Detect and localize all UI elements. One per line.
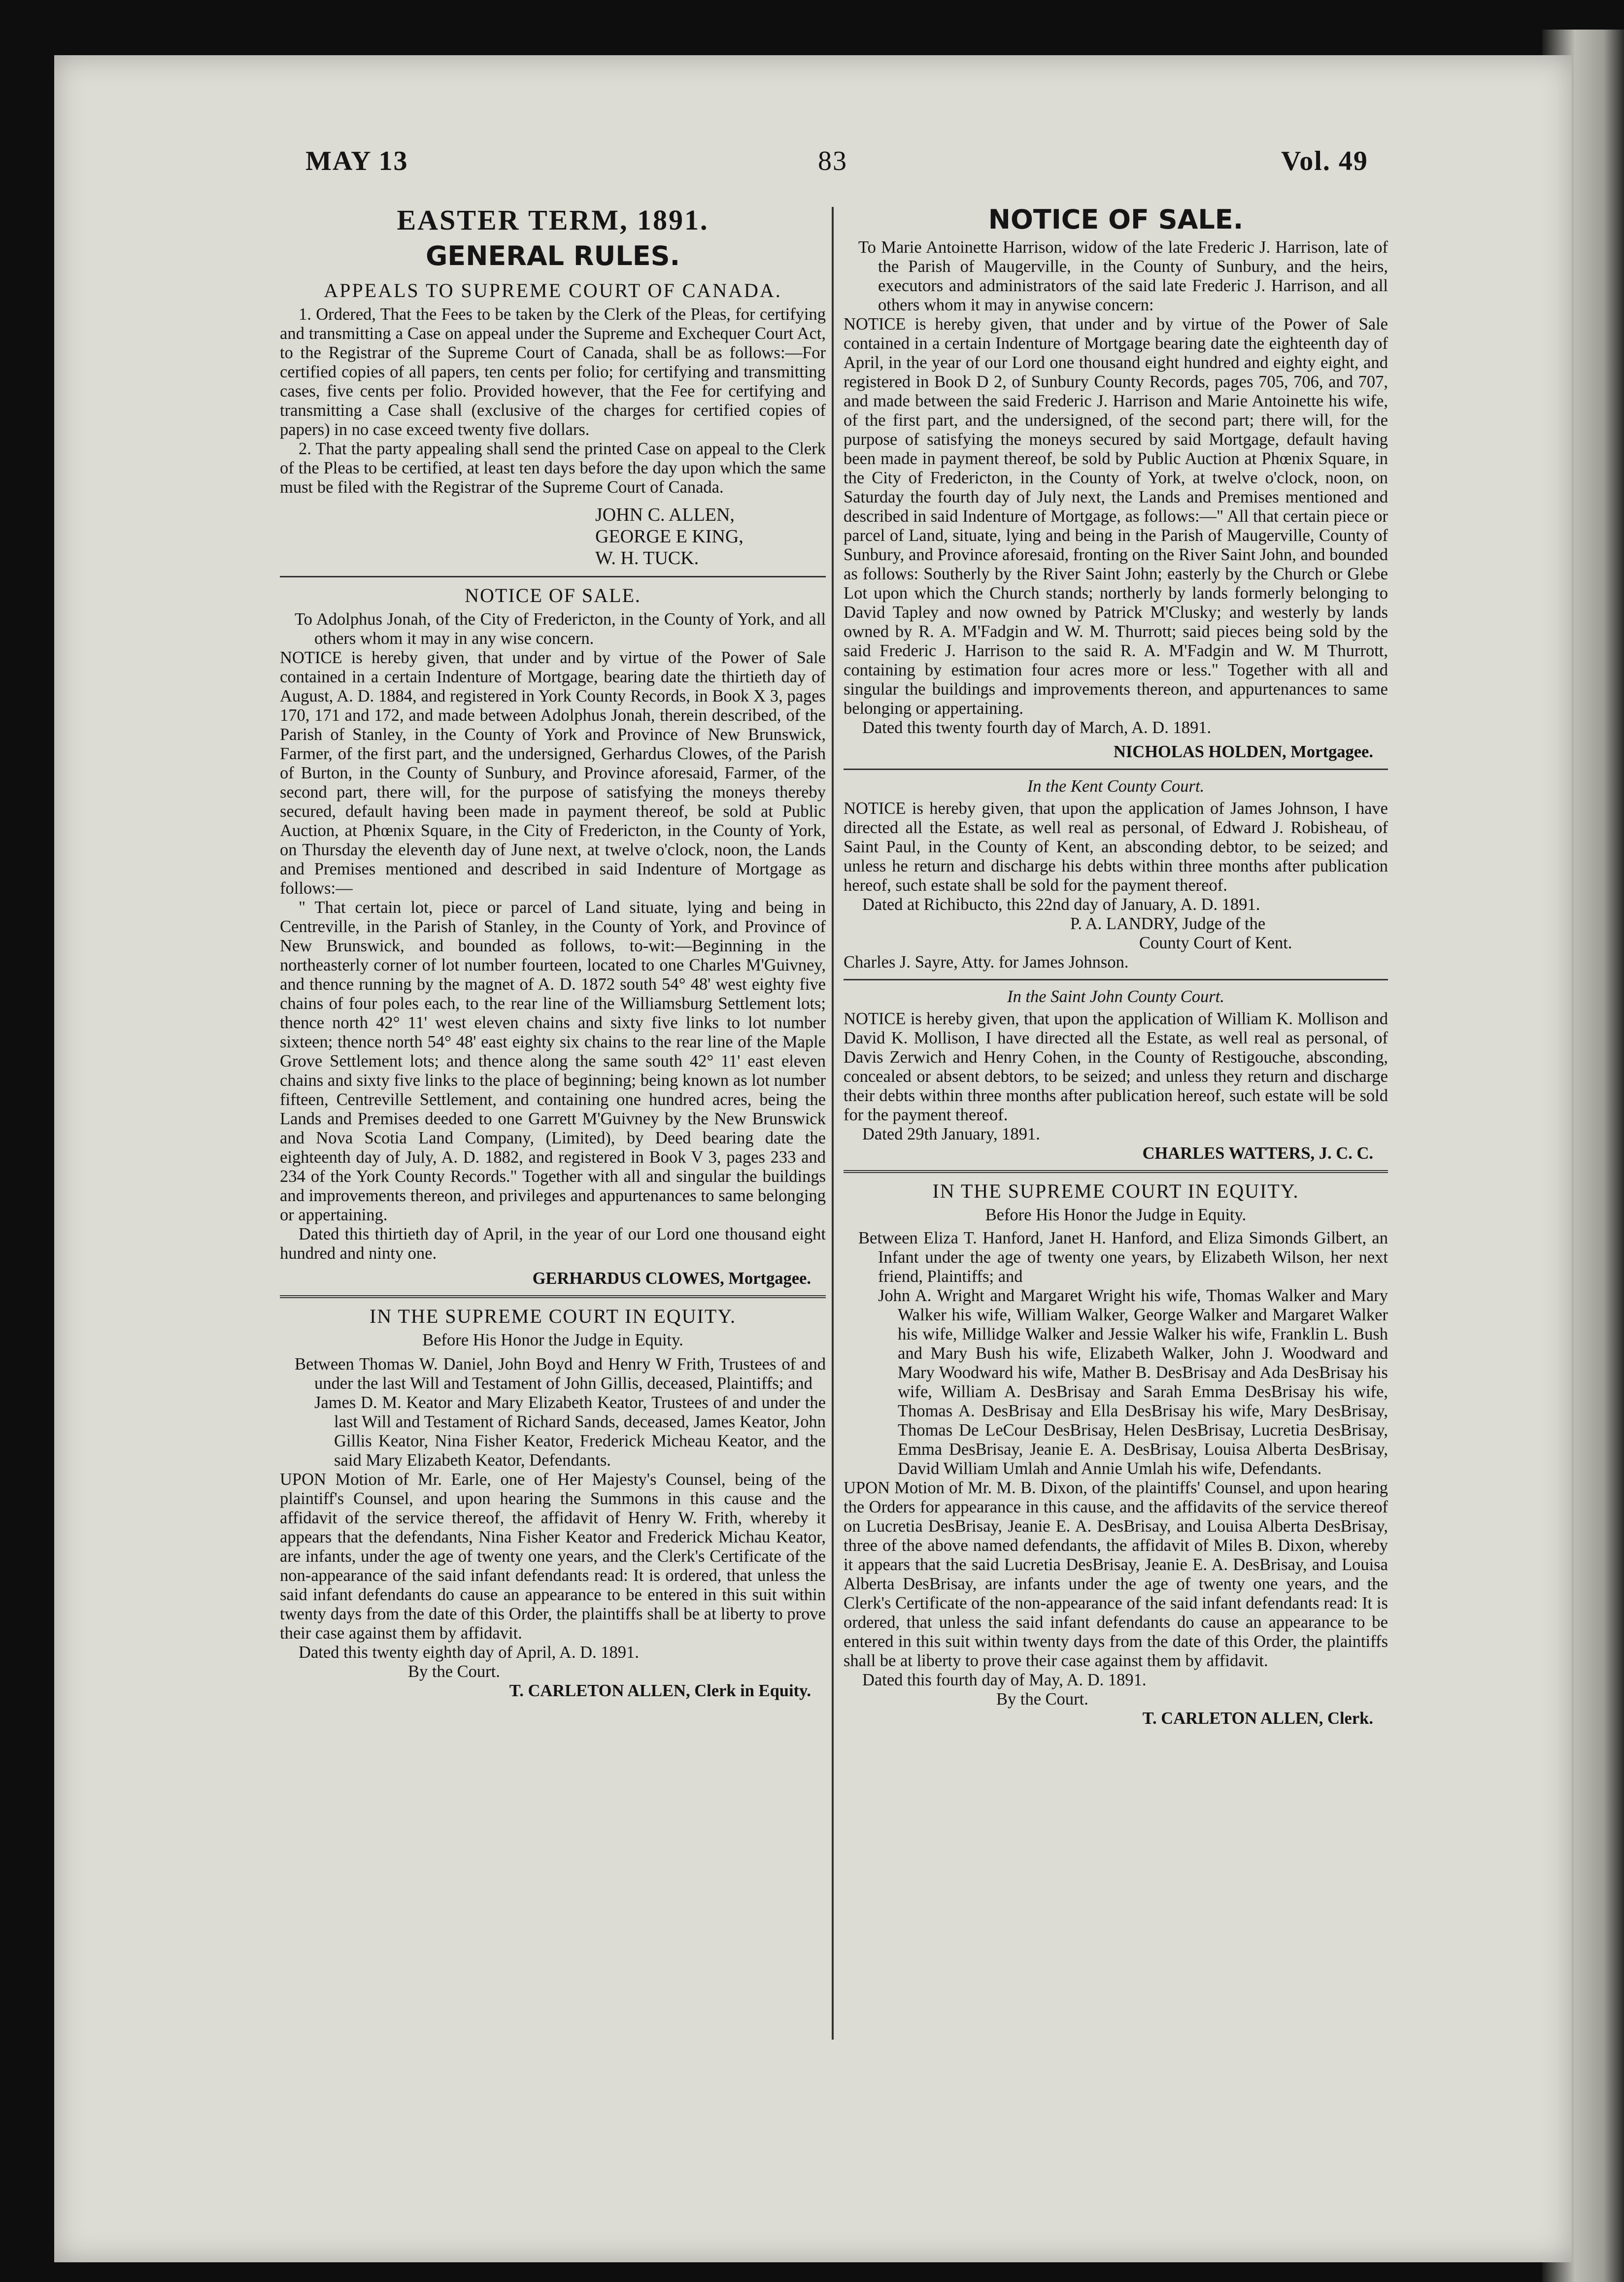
equity-signature: T. CARLETON ALLEN, Clerk in Equity.: [509, 1681, 811, 1700]
rule-1: 1. Ordered, That the Fees to be taken by the Clerk of the Pleas, for certifying and transmitting a Case on appeal under the Supreme and Exchequer Court Act, to the Registrar of the Supreme Court of Canada, shall be as follows:—For certified copies of all papers, ten cents per folio; for certifying and transmitting cases, five cents per folio. Provided however, that the Fee for certifying and transmitting a Case shall (exclusive of the charges for certified copies of papers) in no case exceed twenty five dollars.: [280, 305, 826, 439]
page-number: 83: [818, 146, 847, 176]
kent-title: In the Kent County Court.: [1027, 777, 1205, 796]
sale2-body: NOTICE is hereby given, that under and by virtue of the Power of Sale contained in a certain Indenture of Mortgage bearing date the eighteenth day of April, in the year of our Lord one thousand eight hundred and eighty eight, and registered in Book D 2, of Sunbury County Records, pages 705, 706, and 707, and made between the said Frederic J. Harrison and Marie Antoinette his wife, of the first part, and the undersigned, of the second part; there will, for the purpose of satisfying the moneys secured by said Mortgage, default having been made in payment thereof, be sold by Public Auction at Phœnix Square, in the City of Fredericton, in the County of York, at twelve o'clock, noon, on Saturday the fourth day of July next, the Lands and Premises mentioned and described in said Indenture of Mortgage, as follows:—" All that certain piece or parcel of Land, situate, lying and being in the Parish of Maugerville, County of Sunbury, and Province aforesaid, fronting on the River Saint John, and bounded as follows: Southerly by the River Saint John; easterly by the Church or Glebe Lot upon which the Church stands; northerly by lands formerly belonging to David Tapley and now owned by Patrick M'Clusky; and westerly by lands owned by R. A. M'Fadgin and W. M. Thurrott; said pieces being sold by the said Frederic J. Harrison to the said R. A. M'Fadgin and W. M Thurrott, containing by estimation four acres more or less." Together with all and singular the buildings and improvements thereon, and appurtenances to same belonging or appertaining.: [844, 315, 1388, 718]
equity-notice-hanford: [844, 1180, 1388, 1728]
equity2-by-court: By the Court.: [996, 1690, 1088, 1709]
equity-before: Before His Honor the Judge in Equity.: [422, 1331, 683, 1349]
general-rules-heading: GENERAL RULES.: [425, 240, 680, 271]
equity2-title: IN THE SUPREME COURT IN EQUITY.: [932, 1180, 1299, 1202]
sale2-dated: Dated this twenty fourth day of March, A. D. 1891.: [862, 718, 1212, 737]
sale-title: NOTICE OF SALE.: [465, 584, 641, 606]
equity2-plaintiffs: Between Eliza T. Hanford, Janet H. Hanford, and Eliza Simonds Gilbert, an Infant under the age of twenty one years, by Elizabeth Wilson, her next friend, Plaintiffs; and: [858, 1229, 1388, 1286]
notice-of-sale-harrison: [844, 204, 1388, 762]
sale-dated: Dated this thirtieth day of April, in the year of our Lord one thousand eight hundred and ninty one.: [280, 1225, 826, 1263]
sale2-signature: NICHOLAS HOLDEN, Mortgagee.: [1113, 742, 1373, 761]
sale2-addressee: To Marie Antoinette Harrison, widow of the late Frederic J. Harrison, late of the Parish of Maugerville, in the County of Sunbury, and the heirs, executors and administrators of the said late Frederic J. Harrison, and all others whom it may in anywise concern:: [858, 238, 1388, 314]
signature-king: GEORGE E KING,: [595, 526, 744, 547]
section-divider: [280, 1295, 826, 1298]
volume-number: Vol. 49: [1281, 146, 1368, 176]
notice-of-sale-jonah: [280, 584, 826, 1288]
equity2-defendants: John A. Wright and Margaret Wright his wife, Thomas Walker and Mary Walker his wife, William Walker, George Walker and Margaret Walker his wife, Millidge Walker and Jessie Walker his wife, Franklin L. Bush and Mary Bush his wife, Elizabeth Walker, John J. Woodward and Mary Woodward his wife, Mather B. DesBrisay and Ada DesBrisay his wife, William A. DesBrisay and Sarah Emma DesBrisay his wife, Thomas A. DesBrisay and Ella DesBrisay his wife, Mary DesBrisay, Thomas De LeCour DesBrisay, Helen DesBrisay, Lucretia DesBrisay, Emma DesBrisay, Jeanie E. A. DesBrisay, Louisa Alberta DesBrisay, David William Umlah and Annie Umlah his wife, Defendants.: [878, 1286, 1388, 1478]
sale-addressee: To Adolphus Jonah, of the City of Fredericton, in the County of York, and all others whom it may in any wise concern.: [295, 610, 826, 648]
equity2-signature: T. CARLETON ALLEN, Clerk.: [1142, 1709, 1373, 1728]
equity-notice-keator: [280, 1305, 826, 1701]
equity2-dated: Dated this fourth day of May, A. D. 1891.: [862, 1671, 1147, 1689]
kent-signature-2: County Court of Kent.: [1139, 934, 1292, 952]
signature-allen: JOHN C. ALLEN,: [595, 504, 735, 525]
issue-date: MAY 13: [305, 146, 408, 176]
easter-title: EASTER TERM, 1891.: [397, 204, 709, 236]
left-column: [280, 204, 826, 1701]
sale-body: NOTICE is hereby given, that under and by virtue of the Power of Sale contained in a certain Indenture of Mortgage, bearing date the thirtieth day of August, A. D. 1884, and registered in York County Records, in Book X 3, pages 170, 171 and 172, and made between Adolphus Jonah, therein described, of the Parish of Stanley, in the County of York and Province of New Brunswick, Farmer, of the first part, and the undersigned, Gerhardus Clowes, of the Parish of Burton, in the County of Sunbury, and Province aforesaid, Farmer, of the second part, there will, for the purpose of satisfying the moneys thereby secured, default having been made in payment thereof, be sold at Public Auction, at Phœnix Square, in the City of Fredericton, in the County of York, on Thursday the eleventh day of June next, at twelve o'clock, noon, the Lands and Premises mentioned and described in said Indenture of Mortgage as follows:—: [280, 648, 826, 898]
signature-tuck: W. H. TUCK.: [595, 548, 699, 569]
section-divider: [280, 576, 826, 577]
equity-dated: Dated this twenty eighth day of April, A. D. 1891.: [299, 1643, 639, 1662]
equity-plaintiffs: Between Thomas W. Daniel, John Boyd and Henry W Frith, Trustees of and under the last Will and Testament of John Gillis, deceased, Plaintiffs; and: [295, 1355, 826, 1393]
kent-dated: Dated at Richibucto, this 22nd day of January, A. D. 1891.: [862, 895, 1260, 914]
stjohn-dated: Dated 29th January, 1891.: [862, 1125, 1040, 1143]
stjohn-title: In the Saint John County Court.: [1007, 987, 1224, 1006]
appeals-heading: APPEALS TO SUPREME COURT OF CANADA.: [324, 279, 782, 302]
kent-body: NOTICE is hereby given, that upon the application of James Johnson, I have directed all the Estate, as well real as personal, of Edward J. Robisheau, of Saint Paul, in the County of Kent, an absconding debtor, to be seized; and unless he return and discharge his debts within three months after publication hereof, such estate shall be sold for the payment thereof.: [844, 799, 1388, 895]
kent-signature-1: P. A. LANDRY, Judge of the: [1070, 914, 1266, 933]
easter-term-notice: [280, 204, 826, 569]
equity2-before: Before His Honor the Judge in Equity.: [985, 1206, 1247, 1224]
stjohn-body: NOTICE is hereby given, that upon the application of William K. Mollison and David K. Mollison, I have directed all the Estate, as well real as personal, of Davis Zerwich and Henry Cohen, in the County of Restigouche, absconding, concealed or absent debtors, to be seized; and unless they return and discharge their debts within three months after publication hereof, such estate will be sold for the payment thereof.: [844, 1009, 1388, 1124]
column-divider: [832, 207, 834, 2040]
saint-john-county-notice: [844, 987, 1388, 1163]
rule-2: 2. That the party appealing shall send the printed Case on appeal to the Clerk of the Pleas to be certified, at least ten days before the day upon which the same must be filed with the Registrar of the Supreme Court of Canada.: [280, 439, 826, 497]
right-column: [844, 204, 1388, 1728]
equity-defendants: James D. M. Keator and Mary Elizabeth Keator, Trustees of and under the last Will and Testament of Richard Sands, deceased, James Keator, John Gillis Keator, Nina Fisher Keator, Frederick Micheau Keator, and the said Mary Elizabeth Keator, Defendants.: [314, 1393, 826, 1470]
section-divider: [844, 1170, 1388, 1173]
equity-by-court: By the Court.: [408, 1662, 500, 1681]
sale2-title: NOTICE OF SALE.: [988, 204, 1244, 235]
equity2-body: UPON Motion of Mr. M. B. Dixon, of the plaintiffs' Counsel, and upon hearing the Orders for appearance in this cause, and the affidavits of the service thereof on Lucretia DesBrisay, Jeanie E. A. DesBrisay, and Louisa Alberta DesBrisay, three of the above named defendants, the affidavit of Miles B. Dixon, whereby it appears that the said Lucretia DesBrisay, Jeanie E. A. DesBrisay, and Louisa Alberta DesBrisay, are infants under the age of twenty one years, and the Clerk's Certificate of the non-appearance of the said infant defendants read: It is ordered, that unless the said infant defendants do cause an appearance to be entered in this suit within twenty days from the date of this Order, the plaintiffs shall be at liberty to prove their case against them by affidavit.: [844, 1478, 1388, 1670]
kent-county-notice: [844, 777, 1388, 972]
stjohn-signature: CHARLES WATTERS, J. C. C.: [1142, 1144, 1373, 1163]
sale-description: " That certain lot, piece or parcel of Land situate, lying and being in Centreville, in the Parish of Stanley, in the County of York, and Province of New Brunswick, and bounded as follows, to-wit:—Beginning in the northeasterly corner of lot number fourteen, located to one Charles M'Guivney, and thence running by the magnet of A. D. 1872 south 54° 48' west eighty five chains of four poles each, to the rear line of the Williamsburg Settlement lots; thence north 42° 11' west eleven chains and sixty five links to lot number sixteen; thence north 54° 48' east eighty six chains to the rear line of the Maple Grove Settlement lots; and thence along the same south 42° 11' east eleven chains and sixty five links to the place of beginning; being known as lot number fifteen, Centreville Settlement, and containing one hundred acres, being the Lands and Premises deeded to one Garrett M'Guivney by the New Brunswick and Nova Scotia Land Company, (Limited), by Deed bearing date the eighteenth day of July, A. D. 1882, and registered in Book V 3, pages 233 and 234 of the York County Records." Together with all and singular the buildings and improvements thereon, and privileges and appurtenances to same belonging or appertaining.: [280, 898, 826, 1224]
section-divider: [844, 769, 1388, 770]
sale-signature: GERHARDUS CLOWES, Mortgagee.: [532, 1269, 811, 1288]
kent-attorney: Charles J. Sayre, Atty. for James Johnson.: [844, 953, 1129, 972]
section-divider: [844, 979, 1388, 980]
equity-body: UPON Motion of Mr. Earle, one of Her Majesty's Counsel, being of the plaintiff's Counsel, and upon hearing the Summons in this cause and the affidavit of the service thereof, the affidavit of Henry W. Frith, whereby it appears that the defendants, Nina Fisher Keator and Frederick Michau Keator, are infants, under the age of twenty one years, and the Clerk's Certificate of the non-appearance of the said infant defendants read: It is ordered, that unless the said infant defendants do cause an appearance to be entered in this suit within twenty days from the date of this Order, the plaintiffs shall be at liberty to prove their case against them by affidavit.: [280, 1470, 826, 1643]
equity-title: IN THE SUPREME COURT IN EQUITY.: [369, 1305, 737, 1327]
